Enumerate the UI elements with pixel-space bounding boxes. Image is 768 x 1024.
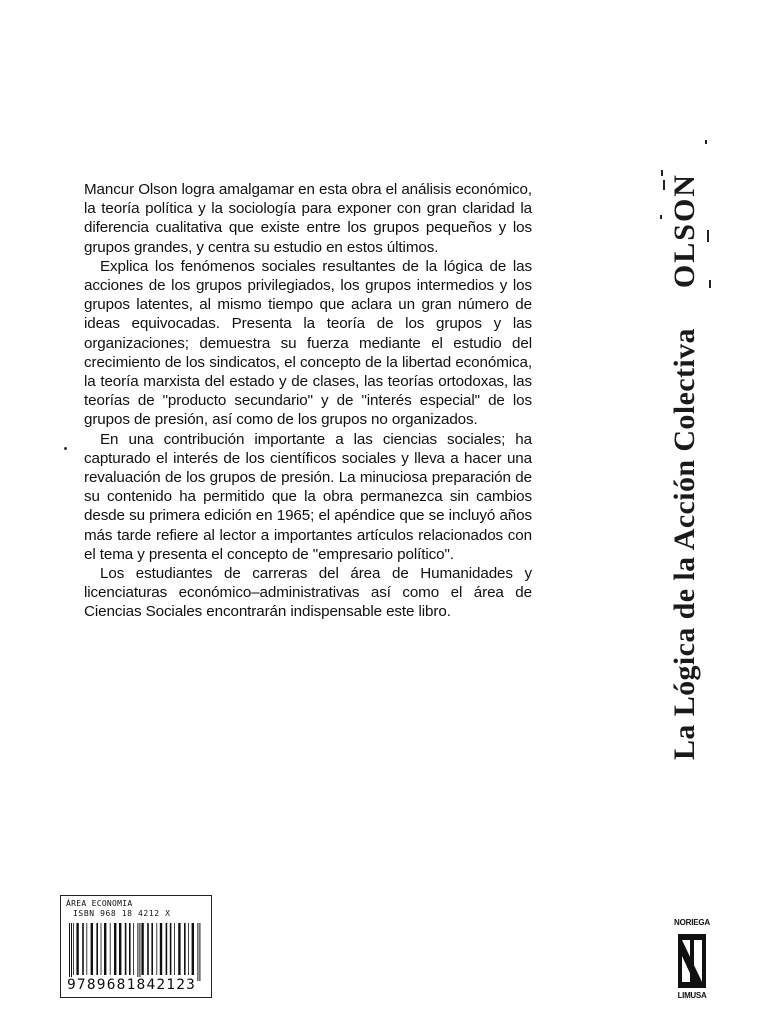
publisher-emblem-icon (678, 934, 706, 988)
barcode-bar (129, 923, 131, 975)
barcode-bar (73, 923, 74, 975)
barcode-bar (178, 923, 180, 975)
publisher-bottom-name: LIMUSA (677, 991, 707, 1000)
barcode-bar (96, 923, 98, 975)
blurb-paragraph-1: Mancur Olson logra amalgamar en esta obra el análisis económico, la teoría política y la sociología para exponer con gran claridad la diferencia cualitativa que existe entre los grupos pequeños y los grupos grandes, y centra su estudio en estos últimos. (84, 181, 532, 256)
publisher-top-name: NORIEGA (674, 918, 710, 927)
barcode-bar (170, 923, 172, 975)
barcode-bar (141, 923, 143, 975)
barcode-bar (137, 923, 138, 981)
subject-area-label: ÁREA ECONOMIA (66, 899, 133, 908)
barcode-bar (82, 923, 84, 975)
isbn-barcode-box (60, 895, 212, 998)
barcode-bar (156, 923, 157, 975)
barcode-bar (119, 923, 121, 975)
barcode-bar (91, 923, 93, 975)
spine-text (668, 20, 702, 760)
barcode-bar (86, 923, 87, 975)
barcode-bar (166, 923, 168, 975)
spine-author: OLSON (668, 173, 701, 289)
barcode-bar (197, 923, 198, 981)
barcode-bar (174, 923, 175, 975)
barcode-bar (133, 923, 134, 975)
blurb-paragraph-3: En una contribución importante a las ciencias sociales; ha capturado el interés de los científicos sociales y lleva a hacer una revaluación de los grupos de presión. La minuciosa preparación de su contenido ha permitido que la obra permanezca sin cambios desde su primera edición en 1965; el apéndice que se incluyó años más tarde refiere al lector a importantes artículos relacionados con el tema y presenta el concepto de "empresario político". (84, 430, 532, 563)
barcode-bar (71, 923, 72, 981)
barcode-bar (192, 923, 194, 975)
blurb-paragraph-4: Los estudiantes de carreras del área de Humanidades y licenciaturas económico–administrativas así como el área de Ciencias Sociales encontrarán indispensable este libro. (84, 565, 532, 621)
blurb-paragraph-2: Explica los fenómenos sociales resultantes de la lógica de las acciones de los grupos privilegiados, los grupos intermedios y los grupos latentes, al mismo tiempo que aclara un gran número de ideas equivocadas. Presenta la teoría de los grupos y las organizaciones; demuestra su fuerza mediante el estudio del crecimiento de los sindicatos, el concepto de la libertad económica, la teoría marxista del estado y de clases, las teorías ortodoxas, las teorías de "producto secundario" y de "interés especial" de los grupos de presión, así como de los grupos no organizados. (84, 257, 532, 429)
barcode-bar (125, 923, 127, 975)
barcode-bar (110, 923, 111, 975)
barcode-bar (188, 923, 189, 975)
spine-title: La Lógica de la Acción Colectiva (668, 328, 701, 760)
barcode-bar (160, 923, 162, 975)
barcode-bar (69, 923, 70, 981)
barcode-bar (151, 923, 153, 975)
publisher-logo (669, 918, 715, 1004)
barcode-bar (147, 923, 149, 975)
scan-speck (64, 447, 67, 450)
barcode-bars (67, 923, 207, 981)
barcode-bar (101, 923, 102, 975)
barcode-bar (76, 923, 78, 975)
barcode-bar (114, 923, 116, 975)
back-cover-blurb (84, 180, 532, 622)
barcode-bar (139, 923, 140, 981)
isbn-label: ISBN 968 18 4212 X (73, 909, 171, 918)
barcode-bar (184, 923, 186, 975)
barcode-bar (199, 923, 200, 981)
barcode-bar (104, 923, 106, 975)
book-spine (655, 20, 715, 760)
barcode-number: 9789681842123 (67, 977, 197, 993)
